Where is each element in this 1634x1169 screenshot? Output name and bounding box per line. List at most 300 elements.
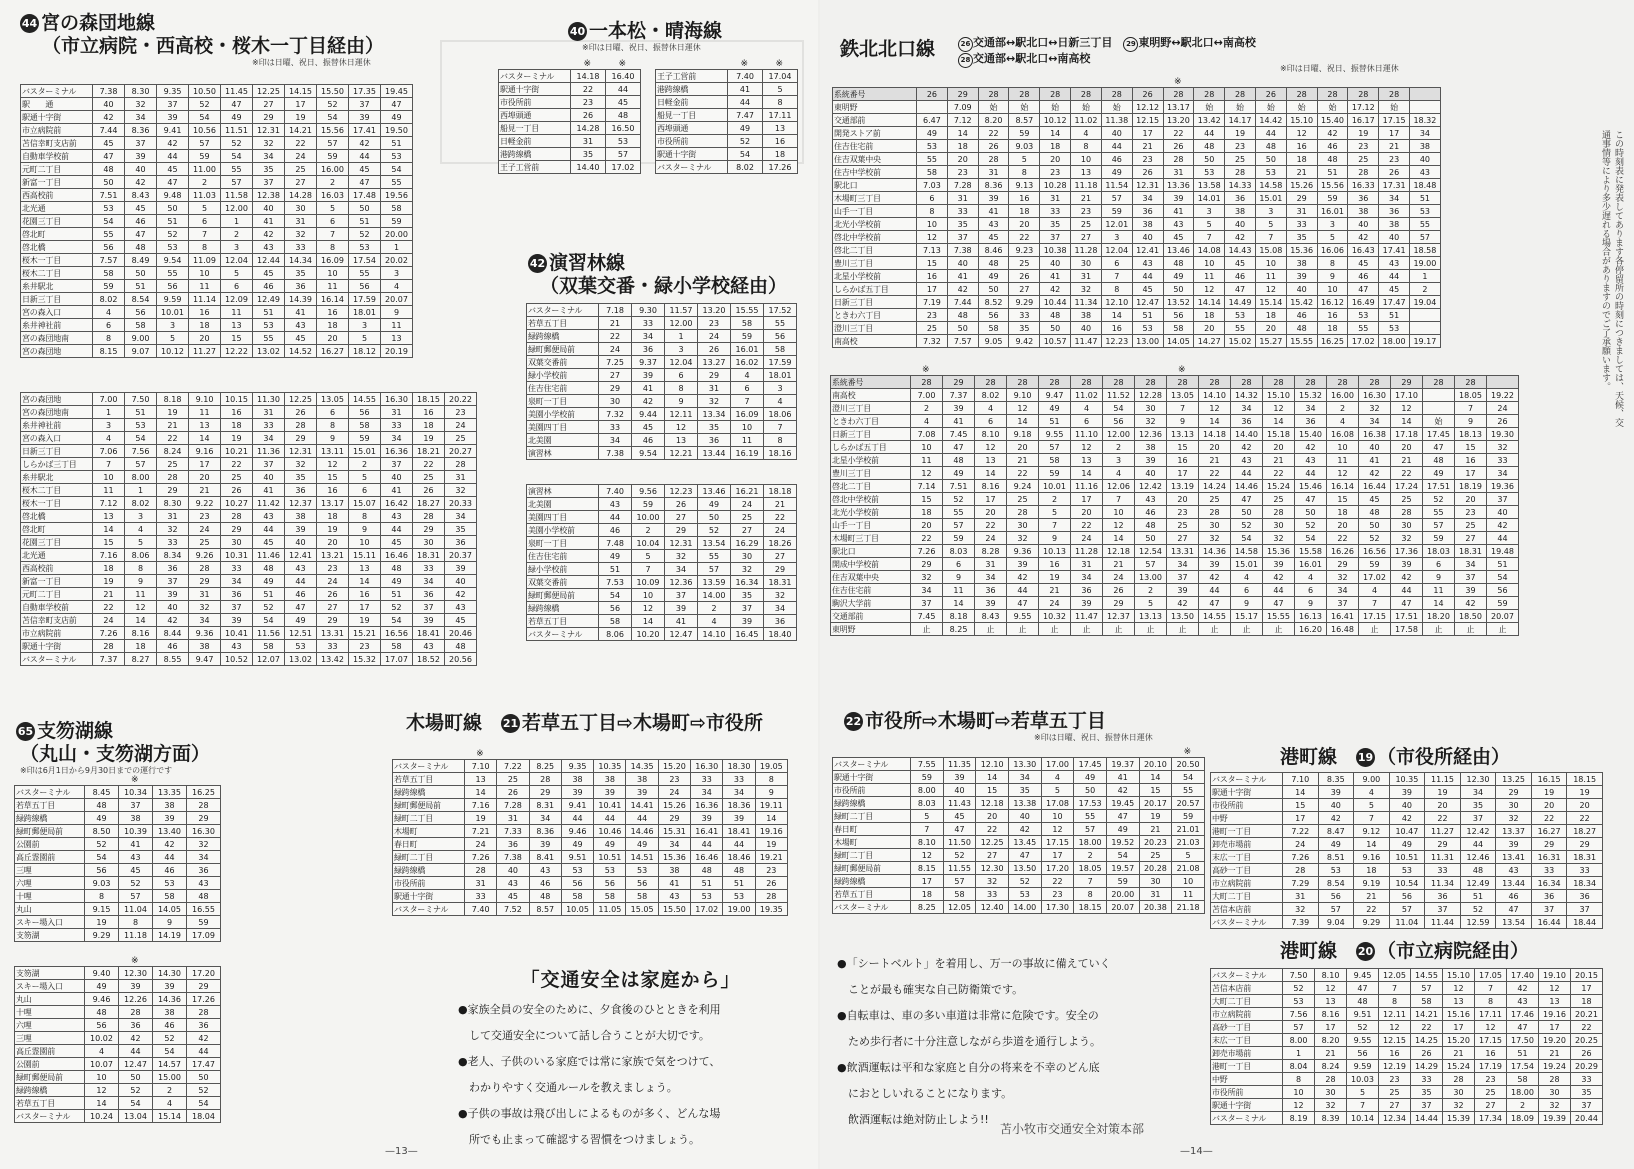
time-cell: 53	[285, 640, 317, 653]
time-cell: 24	[1283, 838, 1319, 851]
time-cell: 14.43	[1225, 244, 1256, 257]
timetable-row	[393, 838, 788, 851]
stop-name: 緑町郵便局前	[527, 343, 599, 356]
timetable-row	[833, 784, 1205, 797]
timetable-row	[656, 83, 798, 96]
time-cell: 52	[1347, 1021, 1379, 1034]
time-cell: 5	[221, 267, 253, 280]
time-cell: 4	[1327, 415, 1359, 428]
time-cell: 12.10	[976, 758, 1009, 771]
time-cell: 32	[445, 484, 477, 497]
time-cell: 14.36	[153, 993, 187, 1006]
time-cell: 34	[187, 851, 221, 864]
time-cell: 16.34	[731, 576, 764, 589]
time-cell: 33	[1531, 864, 1567, 877]
time-cell: 18.13	[1455, 428, 1487, 441]
stop-name: 美園四丁目	[527, 511, 599, 524]
stop-name: 緑小学校前	[527, 563, 599, 576]
timetable-row	[21, 497, 477, 510]
time-cell: 8	[93, 332, 125, 345]
time-cell: 6	[665, 369, 698, 382]
timetable-row	[831, 480, 1519, 493]
time-cell: 43	[221, 640, 253, 653]
time-cell: 40	[1318, 799, 1354, 812]
timetable-row	[527, 447, 797, 460]
time-cell: 40	[1132, 231, 1163, 244]
time-cell: 40	[445, 575, 477, 588]
time-cell: 39	[561, 786, 593, 799]
route-65-title: 65 支笏湖線	[17, 720, 114, 742]
time-cell: 11.28	[1071, 244, 1102, 257]
time-cell: 32	[976, 875, 1009, 888]
time-cell: 33	[976, 888, 1009, 901]
time-cell: 39	[978, 192, 1009, 205]
time-cell: 47	[1231, 493, 1263, 506]
time-cell: 21	[1263, 454, 1295, 467]
time-cell: 52	[119, 1084, 153, 1097]
time-cell: 18.41	[413, 627, 445, 640]
time-cell: 14	[943, 597, 975, 610]
stop-name: 開発ストア前	[833, 127, 917, 140]
time-cell: 52	[349, 228, 381, 241]
time-cell: 19.00	[1410, 257, 1441, 270]
timetable-row	[21, 98, 413, 111]
time-cell: 18.21	[413, 445, 445, 458]
time-cell: 18.20	[1423, 610, 1455, 623]
time-cell: 10.51	[1389, 851, 1425, 864]
stop-name: 桜木二丁目	[21, 267, 93, 280]
time-cell: 51	[1039, 415, 1071, 428]
timetable-row	[1211, 825, 1603, 838]
time-cell: 44	[594, 812, 626, 825]
time-cell: 7.14	[911, 480, 943, 493]
stop-name: 船見一丁目	[656, 109, 728, 122]
time-cell: 17.53	[1074, 797, 1107, 810]
time-cell: 25	[1071, 218, 1102, 231]
time-cell: 10.03	[1347, 1073, 1379, 1086]
time-cell: 20.07	[1487, 610, 1519, 623]
time-cell: 30	[1443, 1086, 1475, 1099]
time-cell: 53	[1410, 205, 1441, 218]
timetable-row	[833, 283, 1441, 296]
time-cell: 18	[1040, 140, 1071, 153]
timetable-row	[21, 345, 413, 358]
stop-name: 末広一丁目	[1211, 851, 1283, 864]
time-cell: 7.08	[911, 428, 943, 441]
time-cell: 22	[157, 432, 189, 445]
time-cell: 25	[1167, 519, 1199, 532]
stop-name: 美園小学校前	[527, 524, 599, 537]
time-cell: 45	[349, 163, 381, 176]
time-cell: 26	[221, 484, 253, 497]
time-cell: 2	[1074, 849, 1107, 862]
time-cell: 17	[1539, 1021, 1571, 1034]
time-cell: 43	[1163, 218, 1194, 231]
time-cell: 32	[1315, 1099, 1347, 1112]
time-cell: 29	[1286, 192, 1317, 205]
time-cell: 48	[1286, 322, 1317, 335]
time-cell: 10.15	[221, 393, 253, 406]
time-cell: 52	[1283, 982, 1315, 995]
time-cell: 5	[763, 83, 798, 96]
time-cell: 41	[253, 215, 285, 228]
time-cell: 15	[221, 332, 253, 345]
timetable-row	[833, 836, 1205, 849]
time-cell: 16.12	[1317, 296, 1348, 309]
time-cell: 32	[911, 571, 943, 584]
time-cell: 8.24	[1315, 1060, 1347, 1073]
time-cell: 12	[317, 458, 349, 471]
timetable-row	[393, 799, 788, 812]
time-cell: 50	[349, 202, 381, 215]
time-cell: 39	[125, 150, 157, 163]
time-cell: 8	[1475, 995, 1507, 1008]
timetable-row	[1211, 995, 1603, 1008]
route-22-section	[844, 710, 1153, 743]
time-cell: 14.01	[1194, 192, 1225, 205]
time-cell: 44	[187, 1045, 221, 1058]
time-cell: 17	[1443, 1021, 1475, 1034]
time-cell: 16.21	[731, 485, 764, 498]
time-cell: 17	[189, 458, 221, 471]
stop-name: 糸井駅北	[21, 471, 93, 484]
time-cell: 11	[1327, 454, 1359, 467]
time-cell: 20	[1040, 153, 1071, 166]
time-cell: 8	[1317, 257, 1348, 270]
time-cell: 7.00	[93, 393, 125, 406]
time-cell: 8.54	[125, 293, 157, 306]
time-cell: 17.45	[1423, 428, 1455, 441]
time-cell: 7.26	[911, 545, 943, 558]
time-cell: 16	[763, 135, 798, 148]
time-cell: 29	[189, 575, 221, 588]
time-cell: 45	[253, 267, 285, 280]
time-cell: 44	[1487, 532, 1519, 545]
time-cell: 42	[1199, 571, 1231, 584]
time-cell: 58	[253, 640, 285, 653]
time-cell: 31	[189, 588, 221, 601]
time-cell: 14	[1103, 532, 1135, 545]
time-cell: 16.01	[1295, 558, 1327, 571]
time-cell: 28	[1163, 88, 1194, 101]
timetable-header-row	[833, 758, 1205, 771]
time-cell: 29	[221, 523, 253, 536]
time-cell: 15.20	[658, 760, 690, 773]
time-cell: 23	[1132, 153, 1163, 166]
time-cell: 45	[606, 96, 641, 109]
time-cell: 8	[1379, 995, 1411, 1008]
time-cell: 12.22	[221, 345, 253, 358]
time-cell: 35	[1040, 218, 1071, 231]
time-cell: 14	[1101, 309, 1132, 322]
time-cell: 33	[157, 536, 189, 549]
time-cell: 17.59	[349, 293, 381, 306]
stop-name: 日軽金前	[656, 96, 728, 109]
timetable-row	[527, 550, 797, 563]
time-cell: 23	[445, 406, 477, 419]
time-cell: 8	[1101, 283, 1132, 296]
time-cell: 28	[1455, 376, 1487, 389]
time-cell: 始	[1101, 101, 1132, 114]
time-cell: 28	[1225, 88, 1256, 101]
time-cell: 29	[285, 432, 317, 445]
time-cell: 56	[157, 280, 189, 293]
time-cell: 19	[755, 838, 787, 851]
route-tekkoku-section	[840, 38, 935, 61]
time-cell: 28	[93, 640, 125, 653]
time-cell: 34	[1231, 402, 1263, 415]
time-cell: 32	[187, 838, 221, 851]
timetable-row	[833, 296, 1441, 309]
notice-line: わかりやすく交通ルールを教えましょう。	[458, 1081, 678, 1094]
time-cell: 45	[1379, 283, 1410, 296]
timetable-row	[833, 231, 1441, 244]
time-cell: 34	[1327, 584, 1359, 597]
time-cell: 37	[731, 602, 764, 615]
time-cell: 8.27	[125, 653, 157, 666]
time-cell: 22	[1354, 903, 1390, 916]
time-cell: 34	[911, 584, 943, 597]
holiday-mark: ※	[740, 59, 749, 69]
time-cell: 58	[1163, 322, 1194, 335]
time-cell: 止	[1487, 623, 1519, 636]
time-cell: 13	[665, 434, 698, 447]
timetable-row	[527, 615, 797, 628]
time-cell: 12.36	[665, 576, 698, 589]
time-cell: 39	[626, 786, 658, 799]
time-cell: 37	[1411, 1099, 1443, 1112]
time-cell: 34	[975, 571, 1007, 584]
timetable-row	[1211, 1021, 1603, 1034]
time-cell: 48	[1423, 454, 1455, 467]
notice-line: ●「シートベルト」を着用し、万一の事故に備えていく	[837, 957, 1111, 970]
time-cell: 45	[445, 614, 477, 627]
time-cell: 9.46	[561, 825, 593, 838]
time-cell: 29	[658, 812, 690, 825]
stop-name: スキー場入口	[15, 980, 85, 993]
time-cell: 9.29	[1354, 916, 1390, 929]
time-cell: 41	[978, 205, 1009, 218]
time-cell	[1423, 389, 1455, 402]
time-cell: 52	[317, 98, 349, 111]
time-cell: 10	[731, 421, 764, 434]
time-cell: 16.48	[1327, 623, 1359, 636]
time-cell: 9	[1167, 415, 1199, 428]
time-cell: 27	[1167, 532, 1199, 545]
time-cell: 15.08	[1255, 244, 1286, 257]
time-cell: 14	[947, 127, 978, 140]
holiday-mark: ※	[618, 59, 627, 69]
stop-name: 日新三丁目	[833, 296, 917, 309]
time-cell: 6	[349, 484, 381, 497]
time-cell: 51	[125, 406, 157, 419]
time-cell: 24	[599, 343, 632, 356]
time-cell: 8.39	[1315, 1112, 1347, 1125]
time-cell: 34	[1359, 415, 1391, 428]
time-cell: 9	[1231, 597, 1263, 610]
timetable-row	[21, 163, 413, 176]
stop-name: 新富一丁目	[21, 176, 93, 189]
time-cell: 29	[187, 980, 221, 993]
time-cell: 8.18	[943, 610, 975, 623]
time-cell: 58	[943, 888, 976, 901]
timetable-row	[21, 432, 477, 445]
time-cell: 37	[1425, 903, 1461, 916]
route-number-badge: 22	[844, 712, 863, 731]
time-cell: 42	[349, 137, 381, 150]
time-cell: 39	[943, 402, 975, 415]
timetable-row	[833, 153, 1441, 166]
time-cell: 58	[153, 890, 187, 903]
time-cell: 40	[1040, 257, 1071, 270]
time-cell: 47	[1263, 597, 1295, 610]
time-cell: 33	[1571, 1073, 1603, 1086]
time-cell: 18	[93, 562, 125, 575]
time-cell: 24	[1039, 597, 1071, 610]
time-cell: 47	[1106, 810, 1139, 823]
time-cell: 34	[764, 602, 797, 615]
time-cell: 11	[1423, 584, 1455, 597]
timetable-row	[831, 428, 1519, 441]
time-cell: 43	[1507, 995, 1539, 1008]
time-cell: 28	[1009, 88, 1040, 101]
timetable-row	[21, 614, 477, 627]
time-cell: 52	[1423, 493, 1455, 506]
time-cell: 16.01	[1317, 205, 1348, 218]
time-cell: 7	[1039, 519, 1071, 532]
time-cell: 25	[157, 458, 189, 471]
route-number-badge: 65	[16, 722, 35, 741]
time-cell: 25	[1379, 1086, 1411, 1099]
timetable-row	[15, 838, 221, 851]
time-cell: 16.19	[731, 447, 764, 460]
time-cell: 10	[1317, 283, 1348, 296]
time-cell: 5	[1347, 1086, 1379, 1099]
time-cell: 38	[626, 773, 658, 786]
time-cell: 8.43	[125, 189, 157, 202]
time-cell: 11.43	[943, 797, 976, 810]
time-cell: 29	[187, 812, 221, 825]
time-cell: 15.32	[1295, 389, 1327, 402]
time-cell: 19.39	[1539, 1112, 1571, 1125]
timetable-header-row	[656, 70, 798, 83]
time-cell: 27	[731, 524, 764, 537]
time-cell: 41	[1359, 454, 1391, 467]
time-cell: 13.38	[1008, 797, 1041, 810]
time-cell: 53	[381, 150, 413, 163]
time-cell: 14.21	[1411, 1008, 1443, 1021]
time-cell: 11.14	[189, 293, 221, 306]
time-cell: 7.06	[93, 445, 125, 458]
timetable-row	[21, 549, 477, 562]
time-cell: 57	[1389, 903, 1425, 916]
time-cell: 49	[221, 111, 253, 124]
time-cell: 52	[189, 98, 221, 111]
time-cell: 55	[917, 153, 948, 166]
time-cell: 12.18	[976, 797, 1009, 810]
timetable-row	[831, 519, 1519, 532]
time-cell: 16.02	[731, 356, 764, 369]
time-cell: 32	[1135, 415, 1167, 428]
time-cell: 18.31	[1455, 545, 1487, 558]
time-cell: 53	[349, 241, 381, 254]
time-cell: 43	[285, 562, 317, 575]
time-cell: 33	[221, 562, 253, 575]
stop-name: 泉町一丁目	[527, 537, 599, 550]
time-cell: 37	[1327, 597, 1359, 610]
time-cell: 59	[911, 771, 944, 784]
time-cell: 18	[317, 510, 349, 523]
time-cell: 59	[189, 150, 221, 163]
time-cell: 28	[285, 419, 317, 432]
time-cell: 17	[1132, 127, 1163, 140]
time-cell: 15.40	[1317, 114, 1348, 127]
time-cell: 32	[764, 589, 797, 602]
stop-name: バスターミナル	[1211, 1112, 1283, 1125]
time-cell: 27	[285, 176, 317, 189]
time-cell: 42	[1295, 441, 1327, 454]
stop-name: バスターミナル	[1211, 969, 1283, 982]
timetable-row	[21, 653, 477, 666]
time-cell: 50	[119, 1071, 153, 1084]
time-cell: 54	[1231, 532, 1263, 545]
time-cell: 41	[285, 306, 317, 319]
time-cell: 37	[381, 458, 413, 471]
time-cell: 14.10	[698, 628, 731, 641]
time-cell: 24	[317, 575, 349, 588]
time-cell: 20	[1007, 441, 1039, 454]
time-cell: 12	[1315, 982, 1347, 995]
time-cell: 18.36	[723, 799, 755, 812]
stop-name: バスターミナル	[21, 85, 93, 98]
time-cell: 26	[1255, 88, 1286, 101]
time-cell: 35	[1460, 799, 1496, 812]
time-cell: 38	[658, 864, 690, 877]
time-cell: 48	[691, 864, 723, 877]
time-cell: 49	[1074, 771, 1107, 784]
time-cell: 18	[1571, 995, 1603, 1008]
time-cell: 43	[413, 640, 445, 653]
time-cell: 44	[1255, 127, 1286, 140]
timetable-row	[15, 864, 221, 877]
time-cell: 15.14	[153, 1110, 187, 1123]
time-cell: 15.55	[731, 304, 764, 317]
time-cell: 43	[1295, 454, 1327, 467]
timetable-row	[527, 628, 797, 641]
time-cell: 47	[349, 176, 381, 189]
time-cell: 13	[221, 319, 253, 332]
time-cell: 1	[665, 330, 698, 343]
time-cell: 13.54	[698, 537, 731, 550]
time-cell: 6	[317, 406, 349, 419]
time-cell: 11.04	[119, 903, 153, 916]
time-cell: 53	[1008, 888, 1041, 901]
time-cell: 42	[947, 283, 978, 296]
time-cell: 58	[125, 319, 157, 332]
time-cell: 23	[1225, 140, 1256, 153]
time-cell: 55	[349, 267, 381, 280]
time-cell: 6	[93, 319, 125, 332]
time-cell: 4	[93, 306, 125, 319]
stop-name: 住吉住宅前	[527, 382, 599, 395]
timetable-row	[499, 161, 641, 174]
time-cell	[1487, 376, 1519, 389]
time-cell: 17.11	[763, 109, 798, 122]
route-tekkoku-note: ※印は日曜、祝日、振替休日運休	[1280, 64, 1399, 73]
time-cell: 46	[153, 1019, 187, 1032]
time-cell: 32	[189, 601, 221, 614]
time-cell: 46	[157, 640, 189, 653]
